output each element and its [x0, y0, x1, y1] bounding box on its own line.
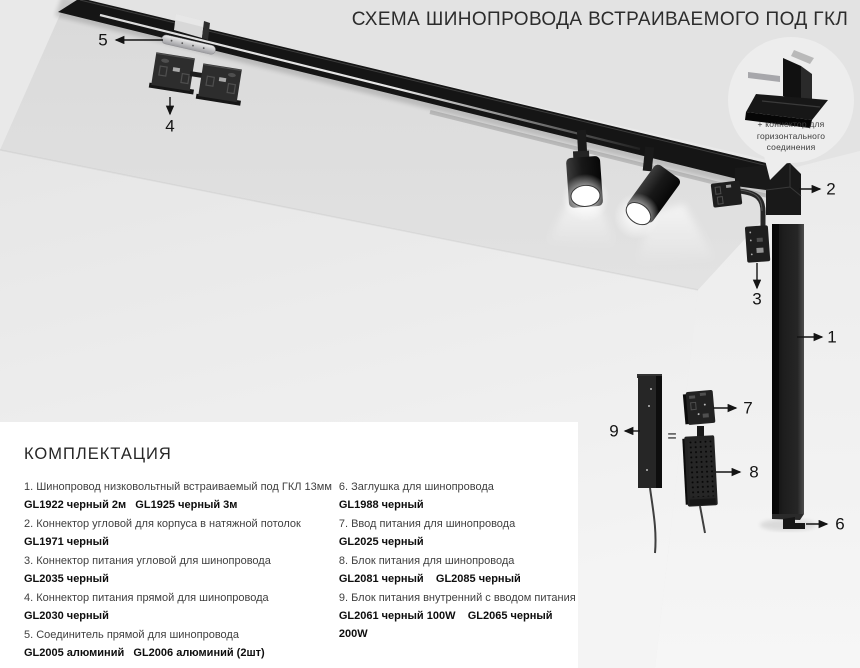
bubble-line-1: + коннектор для	[757, 119, 825, 129]
callout-9: 9	[609, 421, 619, 441]
list-item: 2. Коннектор угловой для корпуса в натяжной потолок GL1971 черный	[24, 518, 301, 548]
callout-6: 6	[835, 514, 845, 534]
list-item: 5. Соединитель прямой для шинопровода GL2005 алюминий GL2006 алюминий (2шт)	[24, 629, 265, 659]
equals-sign: =	[667, 428, 677, 445]
parts-list-heading: КОМПЛЕКТАЦИЯ	[24, 445, 172, 463]
callout-5: 5	[98, 30, 108, 50]
callout-8: 8	[749, 462, 759, 482]
page-title: СХЕМА ШИНОПРОВОДА ВСТРАИВАЕМОГО ПОД ГКЛ	[351, 9, 849, 30]
parts-list-panel	[0, 422, 578, 668]
power-feed	[683, 390, 716, 425]
callout-7: 7	[743, 398, 753, 418]
list-item: 3. Коннектор питания угловой для шинопровода GL2035 черный	[24, 555, 271, 585]
parts-column-left	[24, 478, 339, 663]
bubble-line-3: соединения	[766, 142, 816, 152]
list-item: 6. Заглушка для шинопровода GL1988 черный	[338, 481, 494, 511]
bubble-line-2: горизонтального	[756, 130, 826, 141]
callout-4: 4	[165, 116, 175, 136]
list-item: 7. Ввод питания для шинопровода GL2025 черный	[338, 518, 516, 548]
bubble-caption	[729, 119, 853, 154]
callout-1: 1	[827, 327, 837, 347]
list-item: 1. Шинопровод низковольтный встраиваемый под ГКЛ 13мм GL1922 черный 2м GL1925 черный 3м	[24, 481, 332, 511]
list-item: 9. Блок питания внутренний с вводом питания GL2061 черный 100W GL2065 черный 200W	[338, 592, 576, 640]
callout-3: 3	[752, 289, 762, 309]
list-item: 4. Коннектор питания прямой для шинопровода GL2030 черный	[24, 592, 269, 622]
parts-column-right	[339, 478, 578, 663]
callout-2: 2	[826, 179, 836, 199]
list-item: 8. Блок питания для шинопровода GL2081 черный GL2085 черный	[338, 555, 521, 585]
